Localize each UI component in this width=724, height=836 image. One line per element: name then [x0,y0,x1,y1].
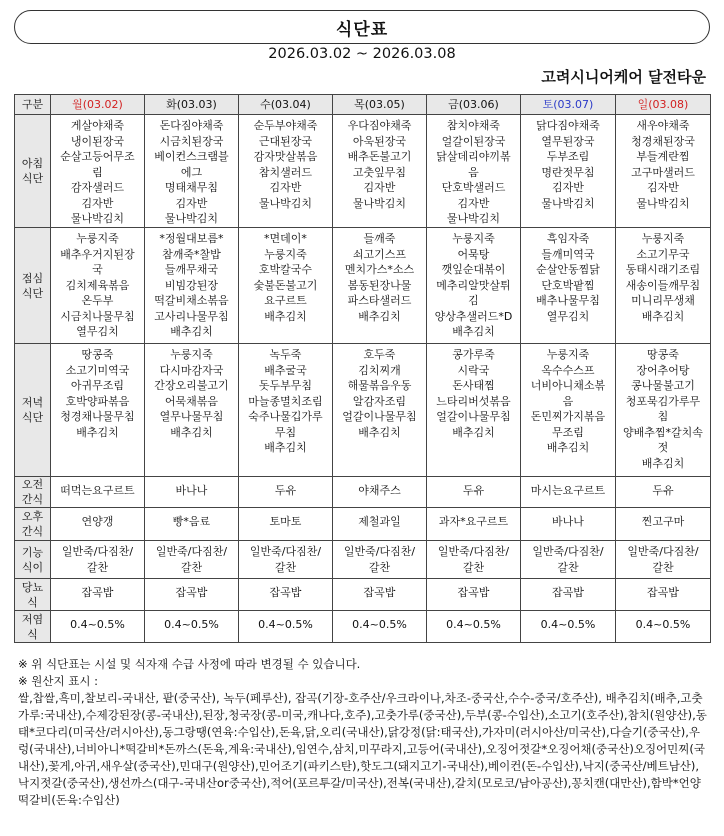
menu-item: 물나박김치 [70,212,125,225]
menu-item: 김자반 [647,181,679,194]
menu-item: 깻잎순대볶이 [441,263,506,276]
menu-item: 우다짐야채죽 [347,119,412,132]
menu-item: 명란젓무침 [541,165,595,179]
cell-low-salt-mon [51,611,145,643]
menu-item: 부들계란찜 [636,150,690,163]
menu-item: 단호박팥찜 [541,278,595,292]
row-breakfast [15,115,711,228]
menu-item: 일반죽/다짐찬/ [532,545,604,558]
menu-item: 순살안동찜닭 [536,263,600,276]
menu-item: 순두부야채죽 [253,119,318,132]
menu-item: 누룽지죽 [641,232,685,245]
menu-item: 고구마샐러드 [631,165,695,179]
row-label-line: 오후 [21,510,44,523]
menu-item: 감자샐러드 [70,181,125,194]
cell-diabetic-wed [239,579,333,611]
menu-item: 돗두부무침 [258,379,313,392]
menu-item: 음 [468,165,479,179]
menu-item: 일반죽/다짐찬/ [155,545,228,558]
header-day-mon: 월(03.02) [51,95,145,115]
cell-breakfast-mon [51,115,145,228]
menu-item: 빵*음료 [172,515,211,528]
menu-item: 새송이들깨무침 [625,278,701,292]
menu-item: 마시는요구르트 [530,484,606,497]
menu-item: 누룽지죽 [452,232,495,245]
menu-item: 녹두죽 [269,348,302,361]
cell-low-salt-thu [333,611,427,643]
menu-item: 배추김치 [358,309,401,323]
origin-heading: ※ 원산지 표시 : [18,674,99,688]
menu-item: 청경채나물무침 [60,410,135,423]
header-day-sat: 토(03.07) [521,95,616,115]
menu-item: 무조림 [552,425,584,439]
header-corner: 구분 [15,95,51,115]
menu-item: 누룽지죽 [170,348,213,361]
row-label-line: 저염 [21,612,44,626]
menu-item: 0.4~0.5% [70,618,125,631]
cell-functional-sun [616,541,711,579]
menu-item: 두유 [652,484,674,497]
header-day-sun: 일(03.08) [616,95,711,115]
menu-item: 아욱된장국 [352,134,407,148]
cell-am-snack-sat [521,477,616,508]
menu-item: 떡갈비채소볶음 [154,294,229,307]
menu-item: 제철과일 [358,515,401,528]
menu-item: 누룽지죽 [76,232,119,245]
menu-item: 물나박김치 [446,212,501,225]
cell-low-salt-sat [521,611,616,643]
cell-am-snack-tue [145,477,239,508]
menu-item: 김자반 [269,181,302,194]
cell-dinner-sat [521,344,616,477]
menu-item: 게살야채죽 [70,119,125,132]
menu-item: 비빔강된장 [164,278,219,292]
menu-item: 갈찬 [274,560,297,574]
row-label-line: 아침 [21,157,44,170]
cell-diabetic-tue [145,579,239,611]
menu-title [14,10,710,44]
menu-item: 간장오리불고기 [154,379,229,392]
menu-item: 호박칼국수 [258,263,313,276]
menu-item: *정월대보름* [159,232,224,245]
menu-item: 찐고구마 [641,515,685,528]
row-label-line: 간식 [21,493,44,506]
menu-item: 잡곡밥 [363,586,396,599]
menu-item: 땅콩죽 [647,348,679,361]
menu-item: 배추나물무침 [536,294,600,307]
menu-item: 참치야채죽 [446,119,501,132]
header-day-thu: 목(03.05) [333,95,427,115]
cell-lunch-fri [427,228,521,344]
menu-item: 명태채무침 [164,181,219,194]
menu-item: 새우야채죽 [636,119,690,132]
cell-dinner-tue [145,344,239,477]
cell-breakfast-thu [333,115,427,228]
menu-item: 콩나물불고기 [631,379,695,392]
row-diabetic [15,579,711,611]
menu-item: 얼갈이나물무침 [436,410,511,423]
row-label-line: 식이 [21,560,44,574]
row-label-line: 식단 [21,286,44,300]
menu-item: 배추김치 [170,325,213,338]
cell-diabetic-sat [521,579,616,611]
cell-pm-snack-thu [333,508,427,541]
menu-item: 잡곡밥 [457,586,490,599]
row-label-low-salt [15,611,51,643]
menu-item: 김자반 [457,196,490,210]
menu-item: 음 [562,394,574,408]
menu-item: 어묵탕 [457,247,490,261]
menu-item: 얼갈이된장국 [441,134,506,148]
menu-item: 시금치나물무침 [60,309,135,323]
menu-item: 국 [92,263,103,276]
menu-item: 배추돈불고기 [347,150,412,163]
menu-item: 호박양파볶음 [65,394,130,408]
menu-item: 배추김치 [641,456,685,470]
menu-item: 무침 [274,425,297,439]
cell-dinner-wed [239,344,333,477]
cell-low-salt-tue [145,611,239,643]
menu-item: 단호박샐러드 [441,181,506,194]
menu-item: 김자반 [552,181,584,194]
menu-item: 배추김치 [452,325,495,338]
menu-item: 순살고등어무조 [60,150,135,163]
menu-item: 콩가루죽 [452,348,495,361]
menu-item: 두유 [462,484,485,497]
row-label-line: 식 [27,627,38,641]
menu-item: 근대된장국 [258,134,313,148]
cell-lunch-sat [521,228,616,344]
menu-item: 갈찬 [368,560,391,574]
menu-item: 봄동된장나물 [347,278,412,292]
row-label-diabetic [15,579,51,611]
menu-item: 배추굴국 [264,363,307,377]
menu-item: 느타리버섯볶음 [436,394,511,408]
cell-dinner-mon [51,344,145,477]
menu-item: 갈찬 [462,560,485,574]
row-label-line: 식단 [21,172,44,185]
cell-dinner-thu [333,344,427,477]
meal-table [14,94,711,643]
menu-item: 닭다짐야채죽 [536,119,600,132]
row-lunch [15,228,711,344]
menu-item: 냉이된장국 [70,134,125,148]
menu-item: 토마토 [269,515,302,528]
menu-item: 잡곡밥 [81,586,114,599]
cell-breakfast-tue [145,115,239,228]
menu-item: 파스타샐러드 [347,294,412,307]
menu-item: 에그 [180,165,203,179]
menu-item: 숙주나물깁가루 [248,410,323,423]
menu-item: 0.4~0.5% [540,618,596,631]
menu-item: 숯불돈불고기 [253,278,318,292]
menu-item: 열무된장국 [541,134,595,148]
menu-item: 잡곡밥 [175,586,208,599]
cell-functional-tue [145,541,239,579]
menu-item: 들깨무채국 [164,263,219,276]
menu-item: 열무김치 [76,325,119,338]
menu-item: 0.4~0.5% [164,618,219,631]
menu-item: 0.4~0.5% [352,618,407,631]
row-label-line: 기능 [21,545,44,559]
cell-am-snack-sun [616,477,711,508]
menu-item: 돈민찌가지볶음 [530,410,606,423]
menu-item: 해물볶음우동 [347,379,412,392]
menu-item: 소고기무국 [636,247,690,261]
menu-item: 갈찬 [180,560,203,574]
menu-item: 배추김치 [358,425,401,439]
cell-lunch-sun [616,228,711,344]
menu-item: 알감자조림 [352,394,407,408]
cell-dinner-fri [427,344,521,477]
row-label-dinner [15,344,51,477]
menu-item: 들깨죽 [363,232,396,245]
menu-item: 베이컨스크램블 [154,150,229,163]
menu-item: 물나박김치 [541,196,595,210]
menu-item: 물나박김치 [258,196,313,210]
facility-name: 고려시니어케어 달전타운 [541,68,706,86]
menu-item: 장어추어탕 [636,363,690,377]
menu-item: 잡곡밥 [552,586,584,599]
menu-item: 일반죽/다짐찬/ [627,545,699,558]
cell-pm-snack-mon [51,508,145,541]
row-label-line: 오전 [21,478,44,491]
menu-item: 림 [92,165,103,179]
menu-item: 요구르트 [264,294,307,307]
menu-item: 잡곡밥 [269,586,302,599]
menu-item: 어묵채볶음 [164,394,219,408]
menu-item: 닭살데리야끼볶 [436,150,511,163]
cell-lunch-thu [333,228,427,344]
menu-item: 물나박김치 [636,196,690,210]
menu-item: 소고기미역국 [65,363,130,377]
menu-item: 바나나 [175,484,208,497]
row-label-lunch [15,228,51,344]
menu-item: 양배추찜*갈치속 [623,425,703,439]
row-am-snack [15,477,711,508]
menu-item: 일반죽/다짐찬/ [437,545,510,558]
row-pm-snack [15,508,711,541]
menu-item: 두부조림 [546,150,590,163]
menu-item: 마늘종멸치조림 [248,394,323,408]
cell-low-salt-fri [427,611,521,643]
menu-item: 침 [657,410,669,423]
cell-functional-thu [333,541,427,579]
menu-item: 김자반 [363,181,396,194]
cell-pm-snack-tue [145,508,239,541]
cell-diabetic-mon [51,579,145,611]
menu-item: 쇠고기스프 [352,247,407,261]
row-label-line: 식 [27,595,38,609]
cell-breakfast-sun [616,115,711,228]
menu-item: 떠먹는요구르트 [60,484,135,497]
cell-functional-mon [51,541,145,579]
cell-am-snack-thu [333,477,427,508]
menu-item: 다시마감자국 [159,363,224,377]
menu-item: 너비아니채소볶 [530,379,606,392]
cell-diabetic-sun [616,579,711,611]
menu-item: 미니리무생채 [631,294,695,307]
row-label-line: 당뇨 [21,580,44,594]
cell-lunch-wed [239,228,333,344]
origin-text: 쌀,찹쌀,흑미,찰보리-국내산, 팥(중국산), 녹두(페루산), 잡곡(기장-호주산/우크라이나,차조-중국산,수수-중국/호주산), 배추김치(배추,고춧가루:국내산),수제강된장(콩-국내산),된장,청국장(콩-미국,캐나다,호주),고춧가루(중국산),두부(콩-수입산),소고기(호주산),참치(원양산),동태*코다리(미국산/러시아산),동그랑땡(연육:수입산),돈육,닭,오리(국내산),닭강정(닭:태국산),가자미(러시아산/미국산),다슬기(중국산),우렁(국내산),너비아니*떡갈비*돈까스(돈육,계육:국내산),임연수,삼치,미꾸라지,고등어(국내산),오징어젓갈*오징어채(중국산)오징어민찌(국내산),꽃게,아귀,새우살(중국산),민대구(원양산),민어조기(파키스탄),핫도그(돼지고기-국내산),베이컨(돈-수입산),낙지(중국산/베트남산),낙지젓갈(중국산),생선까스(대구-국내산or중국산),적어(포르투갈/미국산),전복(국내산),갈치(모로코/남아공산),꽁치캔(대만산),함박*언양떡갈비(돈육:수입산) [18,691,707,807]
menu-item: 야채주스 [358,484,401,497]
row-dinner [15,344,711,477]
header-day-fri: 금(03.06) [427,95,521,115]
menu-item: 고춧잎무침 [352,165,407,179]
cell-pm-snack-sat [521,508,616,541]
cell-am-snack-wed [239,477,333,508]
menu-item: 김치찌개 [358,363,401,377]
cell-pm-snack-fri [427,508,521,541]
menu-item: 옥수수스프 [541,363,595,377]
cell-dinner-sun [616,344,711,477]
cell-low-salt-wed [239,611,333,643]
menu-item: 땅콩죽 [81,348,114,361]
cell-diabetic-fri [427,579,521,611]
cell-pm-snack-sun [616,508,711,541]
cell-functional-wed [239,541,333,579]
row-label-line: 간식 [21,525,44,538]
menu-item: 연양갱 [81,515,114,528]
menu-item: 시락국 [457,363,490,377]
cell-breakfast-wed [239,115,333,228]
menu-item: 호두죽 [363,348,396,361]
menu-item: 들깨미역국 [541,247,595,261]
row-low-salt [15,611,711,643]
menu-item: 배추우거지된장 [60,247,135,261]
menu-item: 배추김치 [264,441,307,454]
menu-item: 일반죽/다짐찬/ [61,545,134,558]
cell-functional-sat [521,541,616,579]
menu-item: 메추리알맛살튀 [436,278,511,292]
menu-item: 김자반 [175,196,208,210]
notes-section [18,656,710,809]
row-label-line: 식단 [21,411,44,424]
menu-item: 청포묵김가루무 [625,394,701,408]
menu-item: 누룽지죽 [264,247,307,261]
header-day-wed: 수(03.04) [239,95,333,115]
menu-item: 아귀무조림 [70,379,125,392]
table-header-row [15,95,711,115]
menu-item: 열무나물무침 [159,410,224,423]
menu-item: 0.4~0.5% [446,618,501,631]
menu-item: 두유 [274,484,297,497]
menu-item: 바나나 [552,515,584,528]
menu-item: 참치샐러드 [258,165,313,179]
menu-item: 감자맛살볶음 [253,150,318,163]
cell-low-salt-sun [616,611,711,643]
cell-lunch-mon [51,228,145,344]
menu-item: 돈다짐야채죽 [159,119,224,132]
menu-item: *면데이* [264,232,307,245]
menu-item: 고사리나물무침 [154,309,229,323]
menu-item: 동태시래기조림 [625,263,701,276]
menu-item: 갈찬 [652,560,674,574]
cell-breakfast-fri [427,115,521,228]
menu-item: 열무김치 [546,309,590,323]
row-label-breakfast [15,115,51,228]
row-label-pm-snack [15,508,51,541]
menu-item: 얼갈이나물무침 [342,410,417,423]
menu-item: 청경채된장국 [631,134,695,148]
menu-period: 2026.03.02 ~ 2026.03.08 [268,46,456,62]
row-label-functional [15,541,51,579]
menu-item: 김치제육볶음 [65,278,130,292]
menu-item: 참깨죽*찰밥 [162,247,221,261]
row-label-line: 저녁 [21,396,44,409]
menu-item: 누룽지죽 [546,348,590,361]
menu-item: 0.4~0.5% [635,618,691,631]
row-label-am-snack [15,477,51,508]
menu-item: 김 [468,294,479,307]
menu-item: 일반죽/다짐찬/ [343,545,416,558]
cell-pm-snack-wed [239,508,333,541]
menu-title-text: 식단표 [335,19,389,40]
menu-item: 0.4~0.5% [258,618,313,631]
menu-item: 갈찬 [557,560,579,574]
menu-item: 온두부 [81,294,114,307]
row-functional [15,541,711,579]
cell-breakfast-sat [521,115,616,228]
menu-item: 갈찬 [86,560,109,574]
menu-item: 김자반 [81,196,114,210]
cell-lunch-tue [145,228,239,344]
cell-functional-fri [427,541,521,579]
menu-item: 과자*요구르트 [438,515,509,528]
menu-item: 젓 [657,441,669,454]
cell-diabetic-thu [333,579,427,611]
menu-item: 배추김치 [76,425,119,439]
row-label-line: 점심 [21,271,44,285]
menu-item: 돈사태찜 [452,379,495,392]
header-day-tue: 화(03.03) [145,95,239,115]
menu-item: 일반죽/다짐찬/ [249,545,322,558]
menu-item: 흑임자죽 [546,232,590,245]
menu-item: 양상추샐러드*D [434,309,513,323]
menu-item: 잡곡밥 [647,586,679,599]
cell-am-snack-fri [427,477,521,508]
cell-am-snack-mon [51,477,145,508]
menu-item: 물나박김치 [164,212,219,225]
menu-item: 배추김치 [452,425,495,439]
menu-item: 배추김치 [264,309,307,323]
menu-item: 멘치가스*소스 [344,263,415,276]
menu-item: 배추김치 [170,425,213,439]
menu-item: 물나박김치 [352,196,407,210]
menu-item: 배추김치 [641,309,685,323]
menu-item: 시금치된장국 [159,134,224,148]
change-notice: ※ 위 식단표는 시설 및 식자재 수급 사정에 따라 변경될 수 있습니다. [18,657,361,671]
menu-item: 배추김치 [546,441,590,454]
